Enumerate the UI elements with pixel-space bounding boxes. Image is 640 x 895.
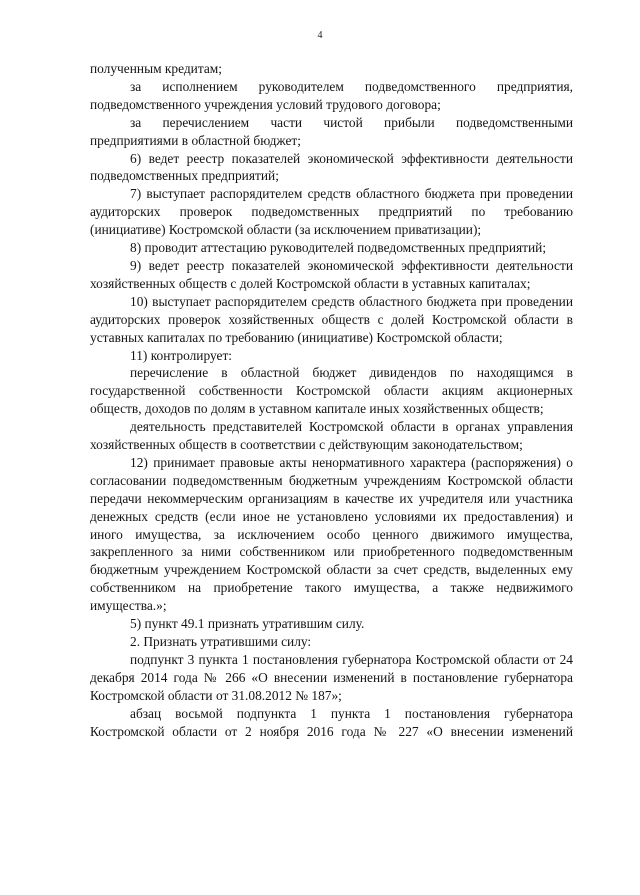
paragraph: 6) ведет реестр показателей экономической эффективности деятельности подведомственных предприятий; <box>90 150 573 184</box>
paragraph: 9) ведет реестр показателей экономической эффективности деятельности хозяйственных обществ с долей Костромской области в уставных капиталах; <box>90 257 573 291</box>
paragraph: перечисление в областной бюджет дивидендов по находящимся в государственной собственности Костромской области акциям акционерных обществ, доходов по долям в уставном капитале иных хозяйственных обществ; <box>90 365 573 417</box>
paragraph: за перечислением части чистой прибыли подведомственными предприятиями в областной бюджет; <box>90 114 573 148</box>
paragraph: полученным кредитам; <box>90 61 222 76</box>
paragraph: 7) выступает распорядителем средств областного бюджета при проведении аудиторских проверок подведомственных предприятий по требованию (инициативе) Костромской области (за исключением приватизации); <box>90 186 573 238</box>
page-number: 4 <box>317 30 323 41</box>
paragraph: абзац восьмой подпункта 1 пункта 1 постановления губернатора Костромской области от 2 ноября 2016 года № 227 «О внесении изменений <box>90 705 573 739</box>
paragraph: деятельность представителей Костромской области в органах управления хозяйственных обществ в соответствии с действующим законодательством; <box>90 419 573 453</box>
paragraph: 11) контролирует: <box>130 347 233 363</box>
paragraph: 5) пункт 49.1 признать утратившим силу. <box>130 616 365 632</box>
paragraph: за исполнением руководителем подведомственного предприятия, подведомственного учреждения условий трудового договора; <box>90 78 573 112</box>
document-body <box>90 60 573 740</box>
paragraph: 2. Признать утратившими силу: <box>130 634 312 649</box>
paragraph: подпункт 3 пункта 1 постановления губернатора Костромской области от 24 декабря 2014 года № 266 «О внесении изменений в постановление губернатора Костромской области от 31.08.2012 № 187»; <box>90 651 573 703</box>
paragraph: 8) проводит аттестацию руководителей подведомственных предприятий; <box>130 240 547 256</box>
paragraph: 12) принимает правовые акты ненормативного характера (распоряжения) о согласовании подведомственным бюджетным учреждениям Костромской области передачи некоммерческим организациям в качестве их учредителя или участника денежных средств (если иное не установлено условиями их предоставления) и иного имущества, за исключением особо ценного движимого имущества, закрепленного за ними собственником или приобретенного подведомственным бюджетным учреждением Костромской области за счет средств, выделенных ему собственником на приобретение такого имущества, а также недвижимого имущества.»; <box>90 454 573 614</box>
paragraph: 10) выступает распорядителем средств областного бюджета при проведении аудиторских проверок хозяйственных обществ с долей Костромской области в уставных капиталах по требованию (инициативе) Костромской области; <box>90 293 573 345</box>
